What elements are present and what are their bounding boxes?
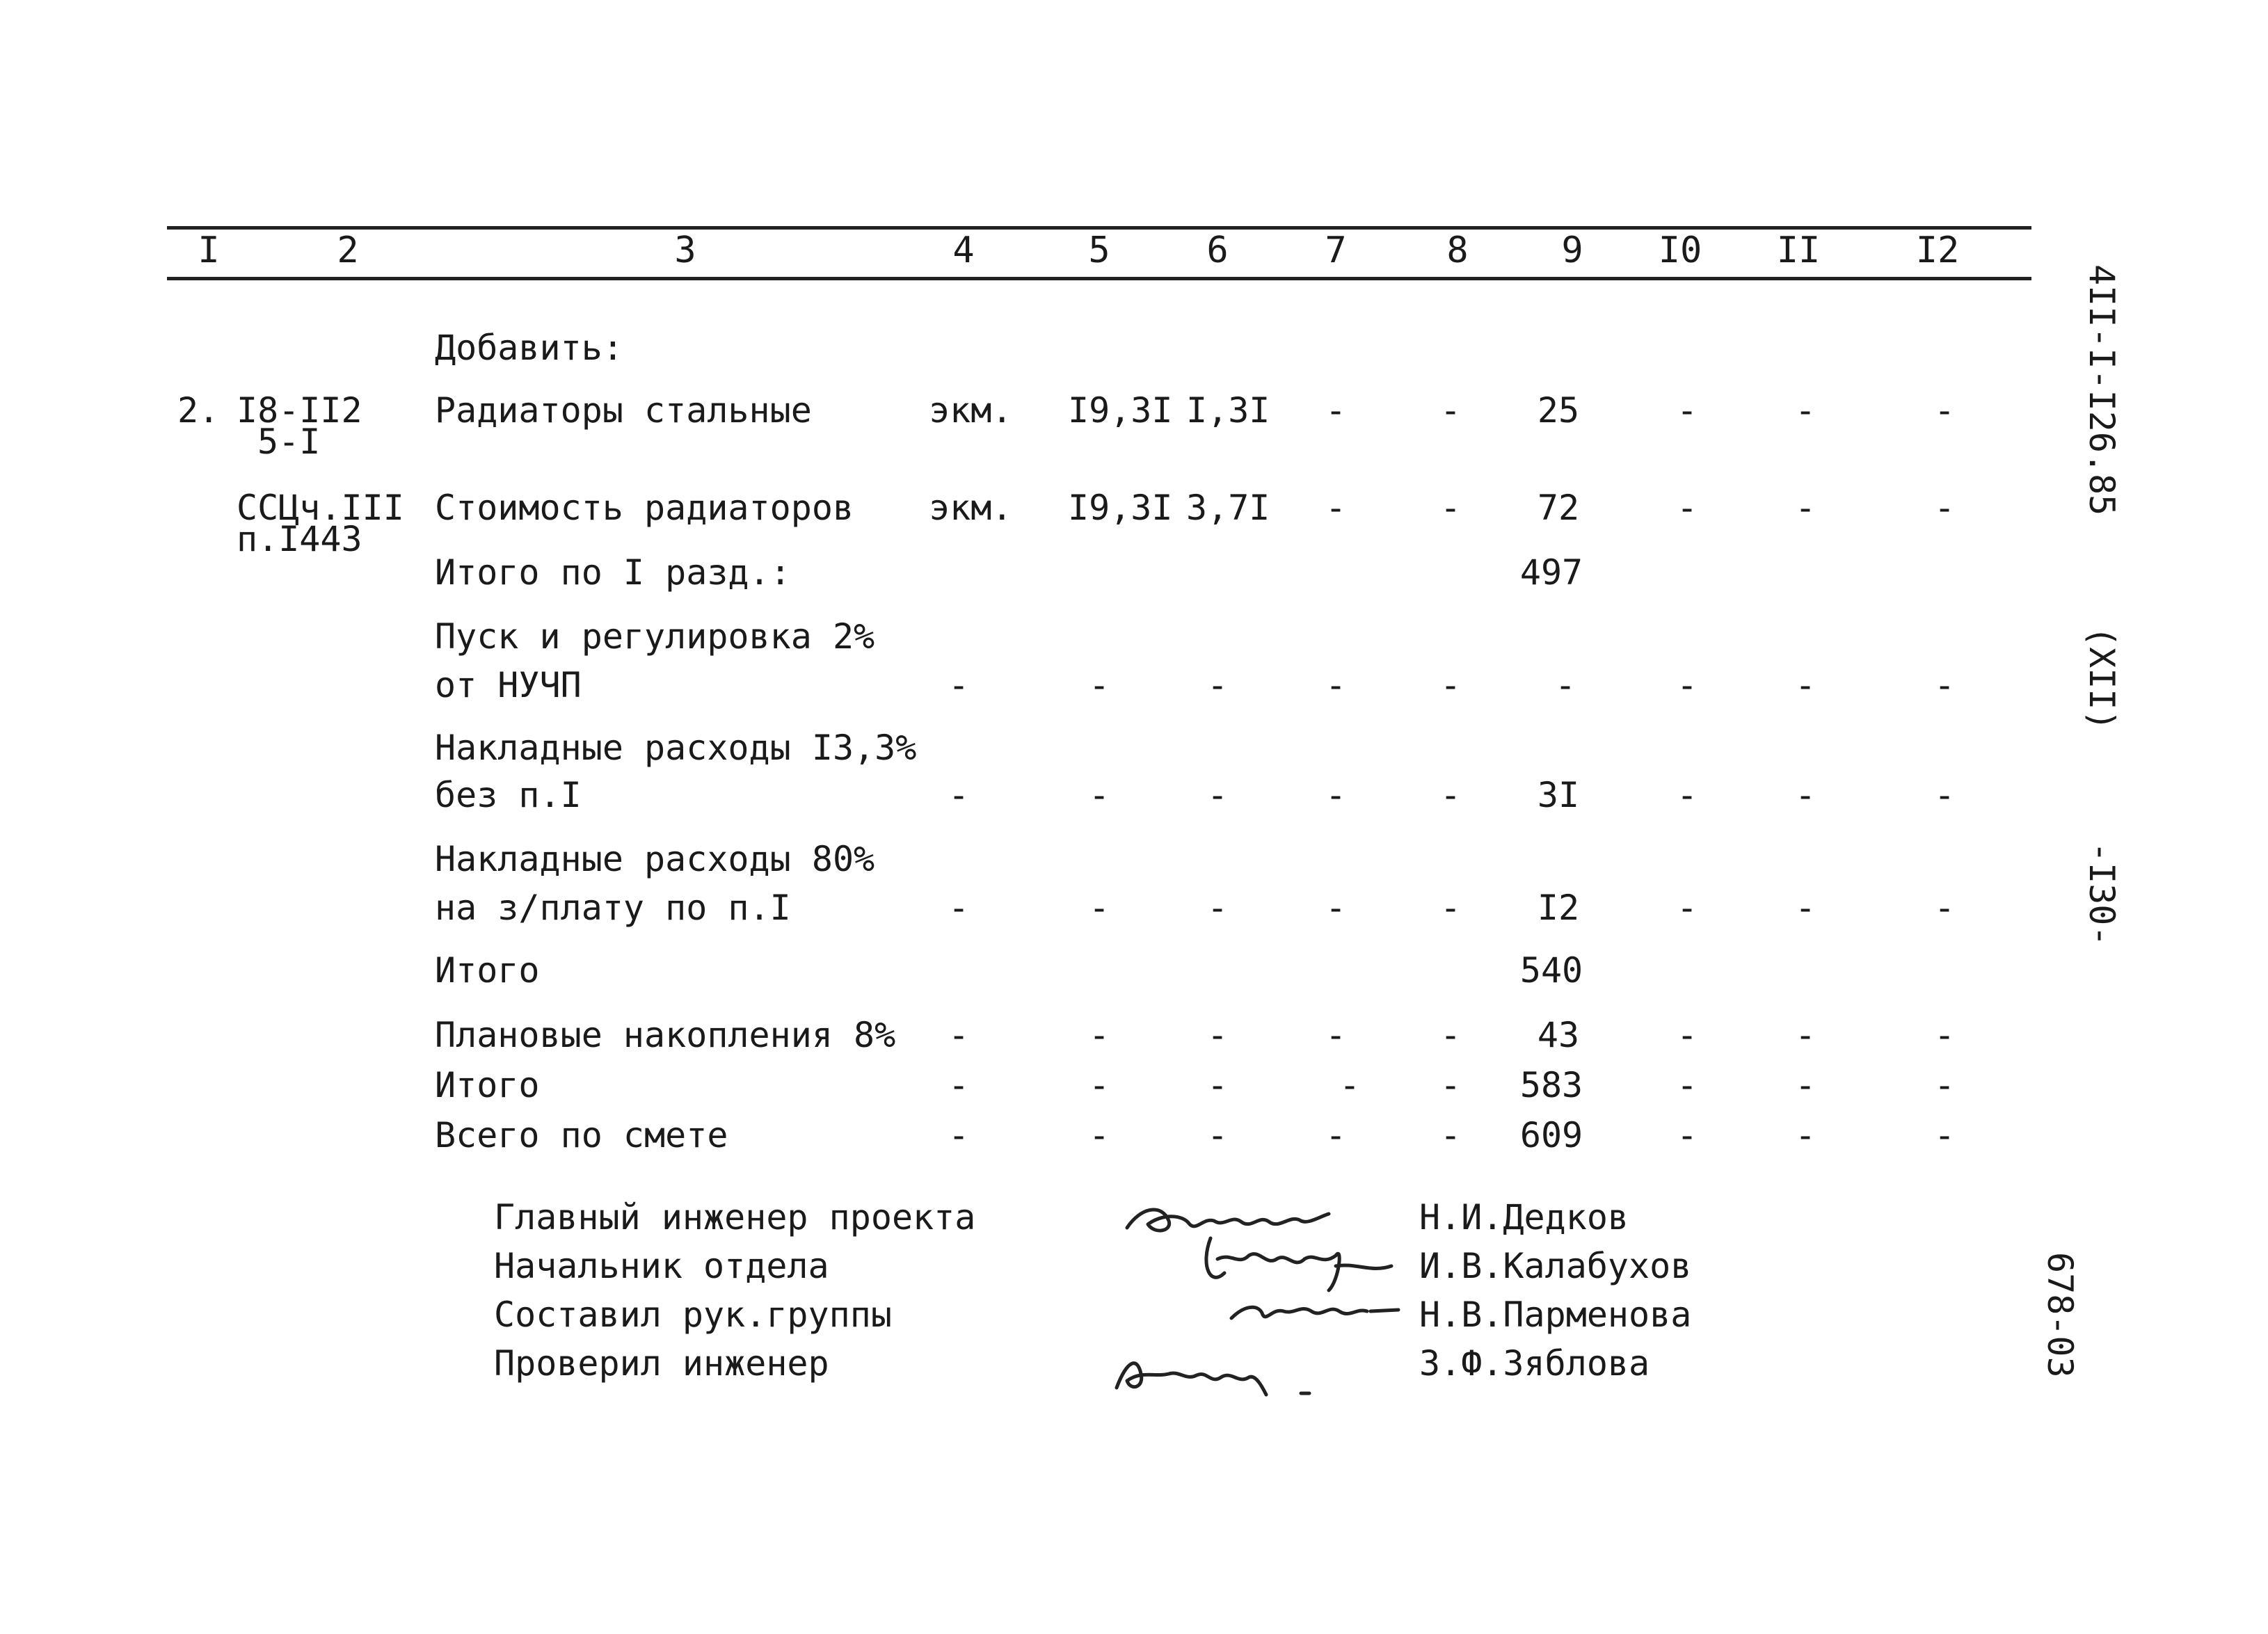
signer-name: Н.И.Дедков bbox=[1419, 1197, 1629, 1237]
row-col6: - bbox=[1206, 1115, 1229, 1155]
row-col10: - bbox=[1676, 1115, 1698, 1155]
section-heading: Добавить: bbox=[435, 328, 623, 368]
row-col6: I,3I bbox=[1186, 390, 1270, 431]
inventory-mark: 678-03 bbox=[2040, 1252, 2080, 1378]
col-header-6: 6 bbox=[1206, 230, 1229, 271]
row-col5: - bbox=[1088, 1115, 1110, 1155]
row-col8: - bbox=[1439, 390, 1462, 431]
row-name-line2: на з/плату по п.I bbox=[435, 888, 791, 928]
row-unit: экм. bbox=[929, 488, 1013, 528]
row-col8: - bbox=[1439, 1015, 1462, 1055]
row-unit: экм. bbox=[929, 390, 1013, 431]
row-unit: - bbox=[948, 665, 970, 705]
row-unit: - bbox=[948, 1115, 970, 1155]
row-name-line2: от НУЧП bbox=[435, 665, 582, 705]
row-col11: - bbox=[1794, 775, 1816, 815]
row-name-line2: без п.I bbox=[435, 775, 582, 815]
row-unit: - bbox=[948, 888, 970, 928]
row-col5: - bbox=[1088, 665, 1110, 705]
row-col6: - bbox=[1206, 1015, 1229, 1055]
row-col7: - bbox=[1339, 1065, 1361, 1105]
row-col11: - bbox=[1794, 665, 1816, 705]
row-col12: - bbox=[1933, 488, 1956, 528]
row-position: 2. bbox=[177, 390, 220, 431]
row-col5: I9,3I bbox=[1068, 390, 1173, 431]
row-col9: 497 bbox=[1519, 552, 1583, 593]
row-col8: - bbox=[1439, 665, 1462, 705]
row-unit: - bbox=[948, 1065, 970, 1105]
row-col5: - bbox=[1088, 775, 1110, 815]
row-col7: - bbox=[1325, 1015, 1347, 1055]
col-header-11: II bbox=[1776, 230, 1821, 271]
row-col7: - bbox=[1325, 488, 1347, 528]
signature-scribble-3 bbox=[1224, 1290, 1405, 1332]
row-col12: - bbox=[1933, 390, 1956, 431]
row-code: ССЦч.III bbox=[237, 488, 404, 528]
row-col9: - bbox=[1554, 665, 1576, 705]
row-col6: - bbox=[1206, 1065, 1229, 1105]
row-col5: - bbox=[1088, 888, 1110, 928]
signer-name: З.Ф.Зяблова bbox=[1419, 1343, 1650, 1384]
signer-role: Начальник отдела bbox=[494, 1246, 829, 1286]
row-col8: - bbox=[1439, 775, 1462, 815]
col-header-5: 5 bbox=[1088, 230, 1110, 271]
row-col12: - bbox=[1933, 665, 1956, 705]
row-col5: I9,3I bbox=[1068, 488, 1173, 528]
row-col10: - bbox=[1676, 1015, 1698, 1055]
row-col12: - bbox=[1933, 1015, 1956, 1055]
row-col11: - bbox=[1794, 888, 1816, 928]
row-col12: - bbox=[1933, 888, 1956, 928]
row-col10: - bbox=[1676, 390, 1698, 431]
row-col11: - bbox=[1794, 390, 1816, 431]
row-col11: - bbox=[1794, 1065, 1816, 1105]
row-name: Накладные расходы 80% bbox=[435, 839, 875, 879]
row-col8: - bbox=[1439, 1115, 1462, 1155]
col-header-10: I0 bbox=[1658, 230, 1702, 271]
row-name: Накладные расходы I3,3% bbox=[435, 728, 917, 768]
row-col10: - bbox=[1676, 775, 1698, 815]
col-header-2: 2 bbox=[337, 230, 359, 271]
row-name: Стоимость радиаторов bbox=[435, 488, 854, 528]
row-col11: - bbox=[1794, 1115, 1816, 1155]
row-col6: - bbox=[1206, 665, 1229, 705]
page-number-mark: -I30- bbox=[2082, 842, 2122, 947]
row-col9: 540 bbox=[1519, 950, 1583, 991]
row-col10: - bbox=[1676, 888, 1698, 928]
row-name: Итого bbox=[435, 950, 540, 991]
row-col5: - bbox=[1088, 1015, 1110, 1055]
col-header-1: I bbox=[198, 230, 220, 271]
row-col7: - bbox=[1325, 390, 1347, 431]
row-col7: - bbox=[1325, 1115, 1347, 1155]
signer-role: Главный инженер проекта bbox=[494, 1197, 976, 1237]
row-col5: - bbox=[1088, 1065, 1110, 1105]
row-col7: - bbox=[1325, 665, 1347, 705]
row-col7: - bbox=[1325, 775, 1347, 815]
row-col12: - bbox=[1933, 1115, 1956, 1155]
row-code-line2: 5-I bbox=[257, 422, 321, 462]
row-col9: 43 bbox=[1537, 1015, 1580, 1055]
row-col9: I2 bbox=[1537, 888, 1580, 928]
table-header-rule bbox=[167, 277, 2031, 280]
row-col9: 25 bbox=[1537, 390, 1580, 431]
row-name: Всего по смете bbox=[435, 1115, 728, 1155]
signer-role: Составил рук.группы bbox=[494, 1295, 892, 1335]
row-name: Итого bbox=[435, 1065, 540, 1105]
row-col8: - bbox=[1439, 888, 1462, 928]
row-unit: - bbox=[948, 1015, 970, 1055]
row-col6: - bbox=[1206, 775, 1229, 815]
row-code: I8-II2 bbox=[237, 390, 362, 431]
col-header-8: 8 bbox=[1446, 230, 1469, 271]
album-mark: (XII) bbox=[2082, 626, 2122, 731]
row-name: Пуск и регулировка 2% bbox=[435, 616, 875, 657]
signer-name: Н.В.Парменова bbox=[1419, 1295, 1692, 1335]
row-code-line2: п.I443 bbox=[237, 519, 362, 559]
row-col7: - bbox=[1325, 888, 1347, 928]
col-header-4: 4 bbox=[952, 230, 975, 271]
row-col11: - bbox=[1794, 1015, 1816, 1055]
row-col11: - bbox=[1794, 488, 1816, 528]
row-col12: - bbox=[1933, 775, 1956, 815]
signer-role: Проверил инженер bbox=[494, 1343, 829, 1384]
row-col9: 3I bbox=[1537, 775, 1580, 815]
row-col9: 72 bbox=[1537, 488, 1580, 528]
signer-name: И.В.Калабухов bbox=[1419, 1246, 1692, 1286]
row-col9: 583 bbox=[1519, 1065, 1583, 1105]
row-col12: - bbox=[1933, 1065, 1956, 1105]
row-col10: - bbox=[1676, 488, 1698, 528]
col-header-12: I2 bbox=[1915, 230, 1960, 271]
col-header-3: 3 bbox=[674, 230, 696, 271]
row-col10: - bbox=[1676, 1065, 1698, 1105]
col-header-7: 7 bbox=[1325, 230, 1347, 271]
row-col6: 3,7I bbox=[1186, 488, 1270, 528]
row-unit: - bbox=[948, 775, 970, 815]
doc-code-mark: 4II-I-I26.85 bbox=[2082, 264, 2122, 516]
row-name: Радиаторы стальные bbox=[435, 390, 812, 431]
row-col10: - bbox=[1676, 665, 1698, 705]
row-col8: - bbox=[1439, 1065, 1462, 1105]
row-name: Плановые накопления 8% bbox=[435, 1015, 896, 1055]
row-col8: - bbox=[1439, 488, 1462, 528]
col-header-9: 9 bbox=[1561, 230, 1583, 271]
row-col9: 609 bbox=[1519, 1115, 1583, 1155]
signature-scribble-2 bbox=[1197, 1224, 1405, 1301]
row-name: Итого по I разд.: bbox=[435, 552, 791, 593]
row-col6: - bbox=[1206, 888, 1229, 928]
signature-scribble-4 bbox=[1106, 1346, 1322, 1402]
